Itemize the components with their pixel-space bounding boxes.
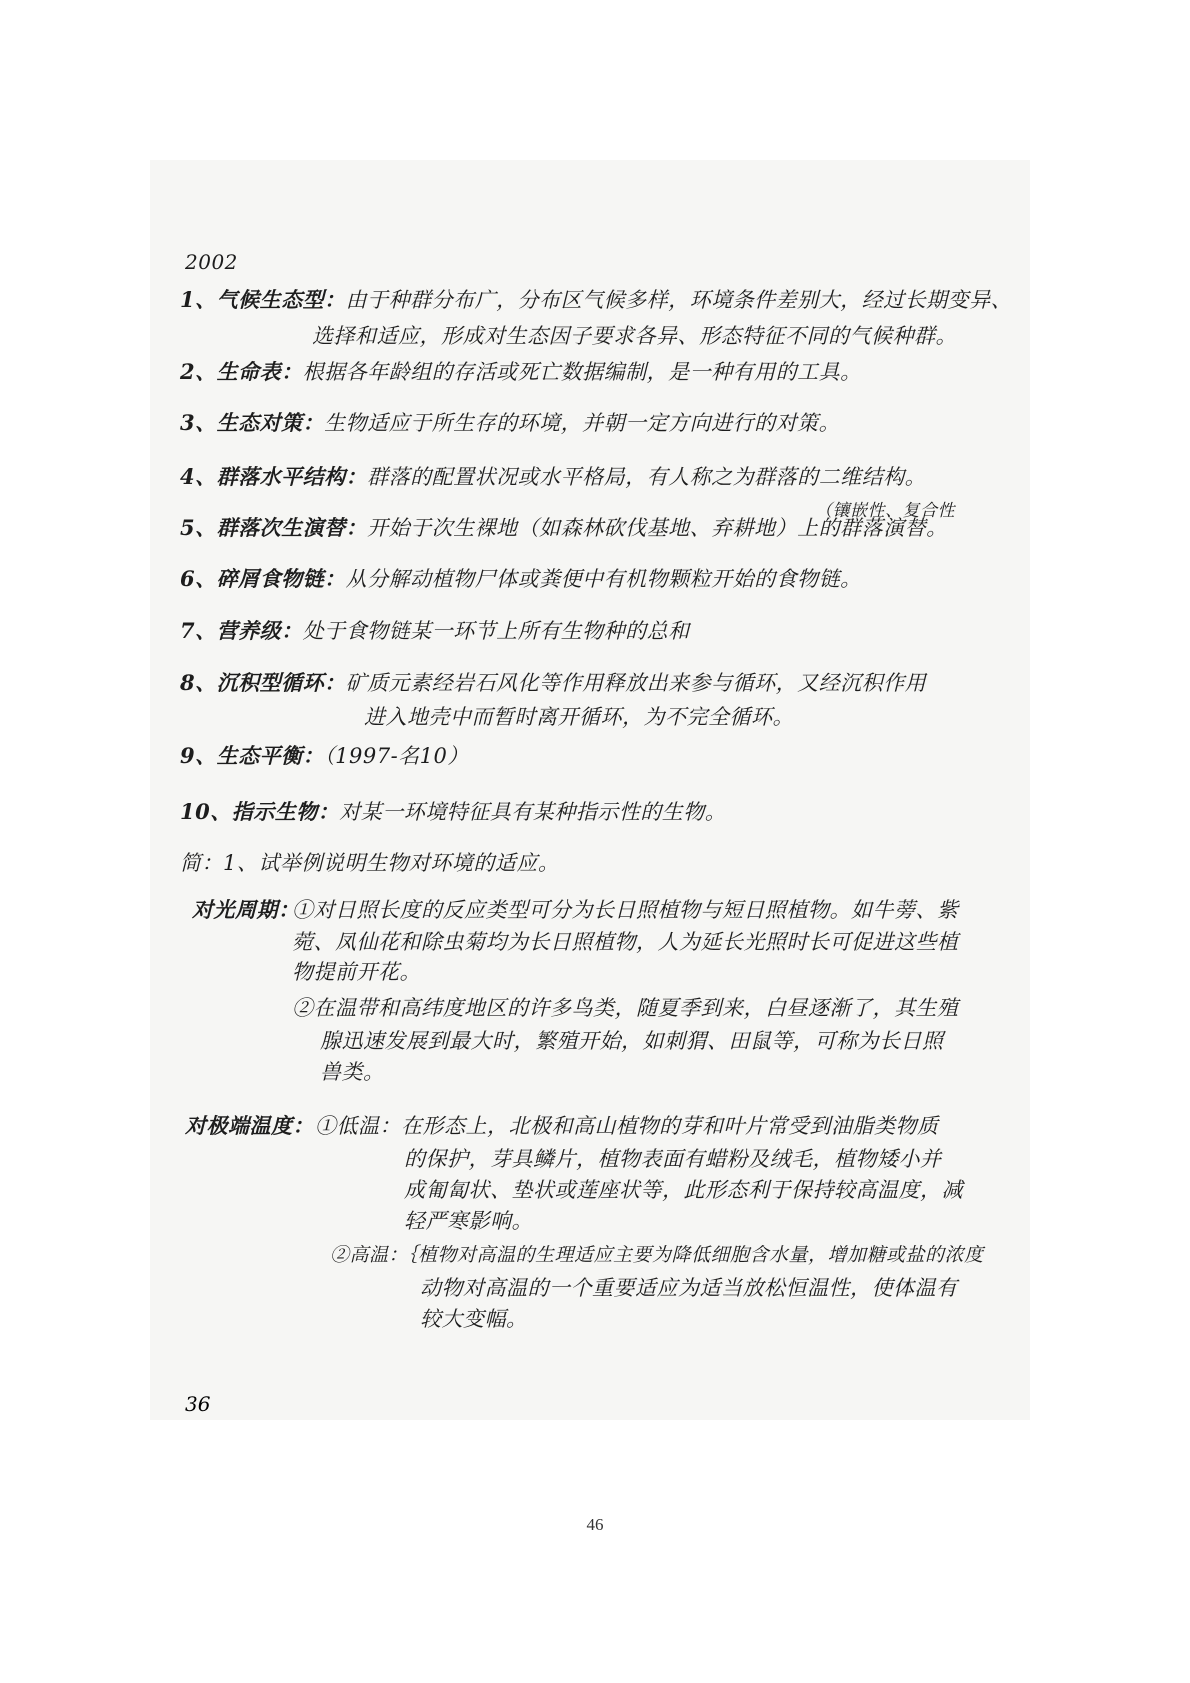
- definition-term: 5、群落次生演替：: [180, 515, 368, 540]
- definition-text: 从分解动植物尸体或粪便中有机物颗粒开始的食物链。: [345, 567, 862, 591]
- definition-8-cont: 进入地壳中而暂时离开循环，为不完全循环。: [364, 705, 794, 729]
- light-p1-line3: 物提前开花。: [292, 960, 421, 984]
- temp-p1-line4: 轻严寒影响。: [404, 1209, 533, 1233]
- definition-term: 2、生命表：: [180, 359, 303, 384]
- definition-4: [180, 461, 926, 491]
- definition-3: [180, 407, 840, 437]
- definition-term: 10、指示生物：: [180, 799, 340, 824]
- light-p2-line2: 腺迅速发展到最大时，繁殖开始，如刺猬、田鼠等，可称为长日照: [320, 1029, 944, 1053]
- definition-text: 由于种群分布广，分布区气候多样，环境条件差别大，经过长期变异、: [345, 288, 1013, 312]
- definition-text: 根据各年龄组的存活或死亡数据编制，是一种有用的工具。: [302, 360, 862, 384]
- definition-term: 6、碎屑食物链：: [180, 566, 346, 591]
- light-label: 对光周期：: [192, 897, 300, 922]
- definition-term: 4、群落水平结构：: [180, 464, 368, 489]
- definition-term: 7、营养级：: [180, 618, 303, 643]
- definition-6: [180, 563, 862, 593]
- definition-text: 生物适应于所生存的环境，并朝一定方向进行的对策。: [324, 411, 841, 435]
- definition-term: 1、气候生态型：: [180, 287, 346, 312]
- light-p1-line2: 菀、凤仙花和除虫菊均为长日照植物，人为延长光照时长可促进这些植: [292, 930, 959, 954]
- definition-term: 9、生态平衡：: [180, 743, 325, 768]
- temp-p2-line3: 较大变幅。: [420, 1307, 528, 1331]
- definition-text: 处于食物链某一环节上所有生物种的总和: [302, 619, 690, 643]
- definition-8: [180, 667, 926, 697]
- definition-text: 对某一环境特征具有某种指示性的生物。: [339, 800, 727, 824]
- temp-p2-line1: ②高温：｛植物对高温的生理适应主要为降低细胞含水量，增加糖或盐的浓度: [330, 1244, 984, 1266]
- light-p2-line1: ②在温带和高纬度地区的许多鸟类，随夏季到来，白昼逐渐了，其生殖: [292, 996, 959, 1020]
- temp-p1-line1: ①低温：在形态上，北极和高山植物的芽和叶片常受到油脂类物质: [315, 1114, 939, 1138]
- definition-text: 矿质元素经岩石风化等作用释放出来参与循环，又经沉积作用: [345, 671, 927, 695]
- definition-7: [180, 615, 690, 645]
- temp-p1-line3: 成匍匐状、垫状或莲座状等，此形态利于保持较高温度，减: [404, 1178, 963, 1202]
- definition-9: [180, 740, 469, 770]
- definition-1: [180, 284, 1012, 314]
- year-heading: 2002: [185, 250, 238, 274]
- light-p2-line3: 兽类。: [320, 1060, 385, 1084]
- temp-p2-line2: 动物对高温的一个重要适应为适当放松恒温性，使体温有: [420, 1276, 958, 1300]
- definition-1-cont: 选择和适应，形成对生态因子要求各异、形态特征不同的气候种群。: [312, 324, 957, 348]
- question-heading: 简：1、试举例说明生物对环境的适应。: [180, 851, 560, 875]
- definition-10: [180, 796, 726, 826]
- definition-5: [180, 512, 948, 542]
- temp-p1-line2: 的保护，芽具鳞片，植物表面有蜡粉及绒毛，植物矮小并: [404, 1147, 942, 1171]
- margin-note: （镶嵌性、复合性: [815, 501, 955, 521]
- temp-label: 对极端温度：: [185, 1113, 314, 1138]
- margin-number: 36: [185, 1392, 211, 1416]
- definition-term: 8、沉积型循环：: [180, 670, 346, 695]
- definition-text: （1997-名10）: [324, 744, 469, 768]
- definition-text: 群落的配置状况或水平格局，有人称之为群落的二维结构。: [367, 465, 927, 489]
- definition-text: 开始于次生裸地（如森林砍伐基地、弃耕地）上的群落演替。: [367, 516, 948, 540]
- light-p1-line1: ①对日照长度的反应类型可分为长日照植物与短日照植物。如牛蒡、紫: [292, 898, 959, 922]
- definition-2: [180, 356, 862, 386]
- page-number: 46: [586, 1515, 604, 1534]
- definition-term: 3、生态对策：: [180, 410, 325, 435]
